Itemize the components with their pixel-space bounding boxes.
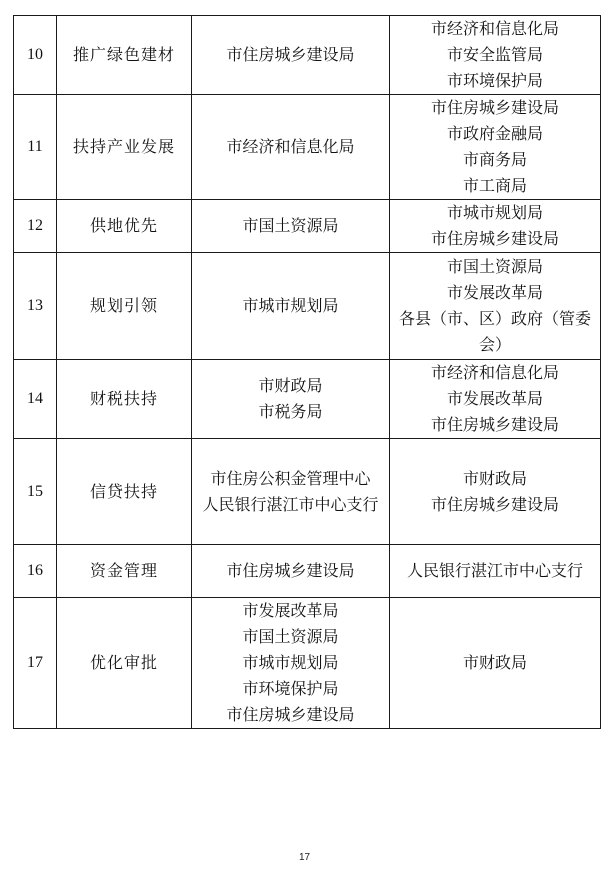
lead-department-entry: 市发展改革局	[242, 601, 339, 620]
page-number: 17	[298, 852, 311, 863]
measure-item: 扶持产业发展	[57, 95, 192, 200]
cooperating-department	[390, 95, 601, 200]
table-row	[14, 439, 601, 545]
measure-item: 资金管理	[57, 545, 192, 598]
cooperating-department	[390, 360, 601, 439]
lead-department	[192, 200, 390, 253]
lead-department	[192, 16, 390, 95]
cooperating-department-entry: 市住房城乡建设局	[430, 415, 559, 434]
row-number: 11	[14, 95, 57, 200]
cooperating-department-entry: 市财政局	[462, 653, 527, 672]
lead-department-entry: 市财政局	[258, 376, 323, 395]
cooperating-department	[390, 439, 601, 545]
cooperating-department-entry: 市发展改革局	[446, 283, 543, 302]
row-number: 15	[14, 439, 57, 545]
lead-department-entry: 市住房城乡建设局	[226, 45, 355, 64]
cooperating-department	[390, 545, 601, 598]
row-number: 14	[14, 360, 57, 439]
lead-department	[192, 545, 390, 598]
lead-department	[192, 95, 390, 200]
table-row	[14, 95, 601, 200]
measure-item: 财税扶持	[57, 360, 192, 439]
lead-department-entry: 人民银行湛江市中心支行	[202, 494, 379, 514]
cooperating-department	[390, 598, 601, 729]
cooperating-department-entry: 市经济和信息化局	[430, 363, 559, 382]
lead-department	[192, 253, 390, 360]
table-row	[14, 598, 601, 729]
lead-department-entry: 市税务局	[258, 402, 323, 421]
cooperating-department-entry: 市住房城乡建设局	[430, 494, 559, 514]
cooperating-department-entry: 市城市规划局	[446, 203, 543, 222]
cooperating-department-entry: 市政府金融局	[446, 124, 543, 143]
measure-item: 推广绿色建材	[57, 16, 192, 95]
cooperating-department-entry: 市经济和信息化局	[430, 19, 559, 38]
lead-department-entry: 市住房公积金管理中心	[210, 468, 371, 488]
measure-item: 信贷扶持	[57, 439, 192, 545]
lead-department	[192, 439, 390, 545]
row-number: 17	[14, 598, 57, 729]
cooperating-department-entry: 市安全监管局	[446, 45, 543, 64]
row-number: 10	[14, 16, 57, 95]
cooperating-department-entry: 市住房城乡建设局	[430, 98, 559, 117]
cooperating-department-entry: 市环境保护局	[446, 71, 543, 90]
cooperating-department	[390, 16, 601, 95]
lead-department-entry: 市住房城乡建设局	[226, 561, 355, 580]
measure-item: 供地优先	[57, 200, 192, 253]
table-body	[14, 16, 601, 729]
lead-department	[192, 598, 390, 729]
responsibility-table	[13, 15, 601, 729]
measure-item: 优化审批	[57, 598, 192, 729]
cooperating-department-entry: 各县（市、区）政府（管委会）	[398, 309, 591, 354]
lead-department	[192, 360, 390, 439]
lead-department-entry: 市住房城乡建设局	[226, 705, 355, 724]
row-number: 16	[14, 545, 57, 598]
row-number: 13	[14, 253, 57, 360]
cooperating-department-entry: 市商务局	[462, 150, 527, 169]
lead-department-entry: 市城市规划局	[242, 296, 339, 315]
lead-department-entry: 市环境保护局	[242, 679, 339, 698]
lead-department-entry: 市城市规划局	[242, 653, 339, 672]
table-row	[14, 200, 601, 253]
table-row	[14, 16, 601, 95]
lead-department-entry: 市经济和信息化局	[226, 137, 355, 156]
row-number: 12	[14, 200, 57, 253]
lead-department-entry: 市国土资源局	[242, 627, 339, 646]
cooperating-department	[390, 200, 601, 253]
measure-item: 规划引领	[57, 253, 192, 360]
cooperating-department-entry: 市财政局	[462, 468, 527, 488]
table-row	[14, 360, 601, 439]
cooperating-department-entry: 市发展改革局	[446, 389, 543, 408]
cooperating-department-entry: 人民银行湛江市中心支行	[406, 561, 583, 580]
cooperating-department-entry: 市住房城乡建设局	[430, 229, 559, 248]
cooperating-department	[390, 253, 601, 360]
table-row	[14, 545, 601, 598]
cooperating-department-entry: 市国土资源局	[446, 257, 543, 276]
cooperating-department-entry: 市工商局	[462, 176, 527, 195]
lead-department-entry: 市国土资源局	[242, 216, 339, 235]
table-row	[14, 253, 601, 360]
